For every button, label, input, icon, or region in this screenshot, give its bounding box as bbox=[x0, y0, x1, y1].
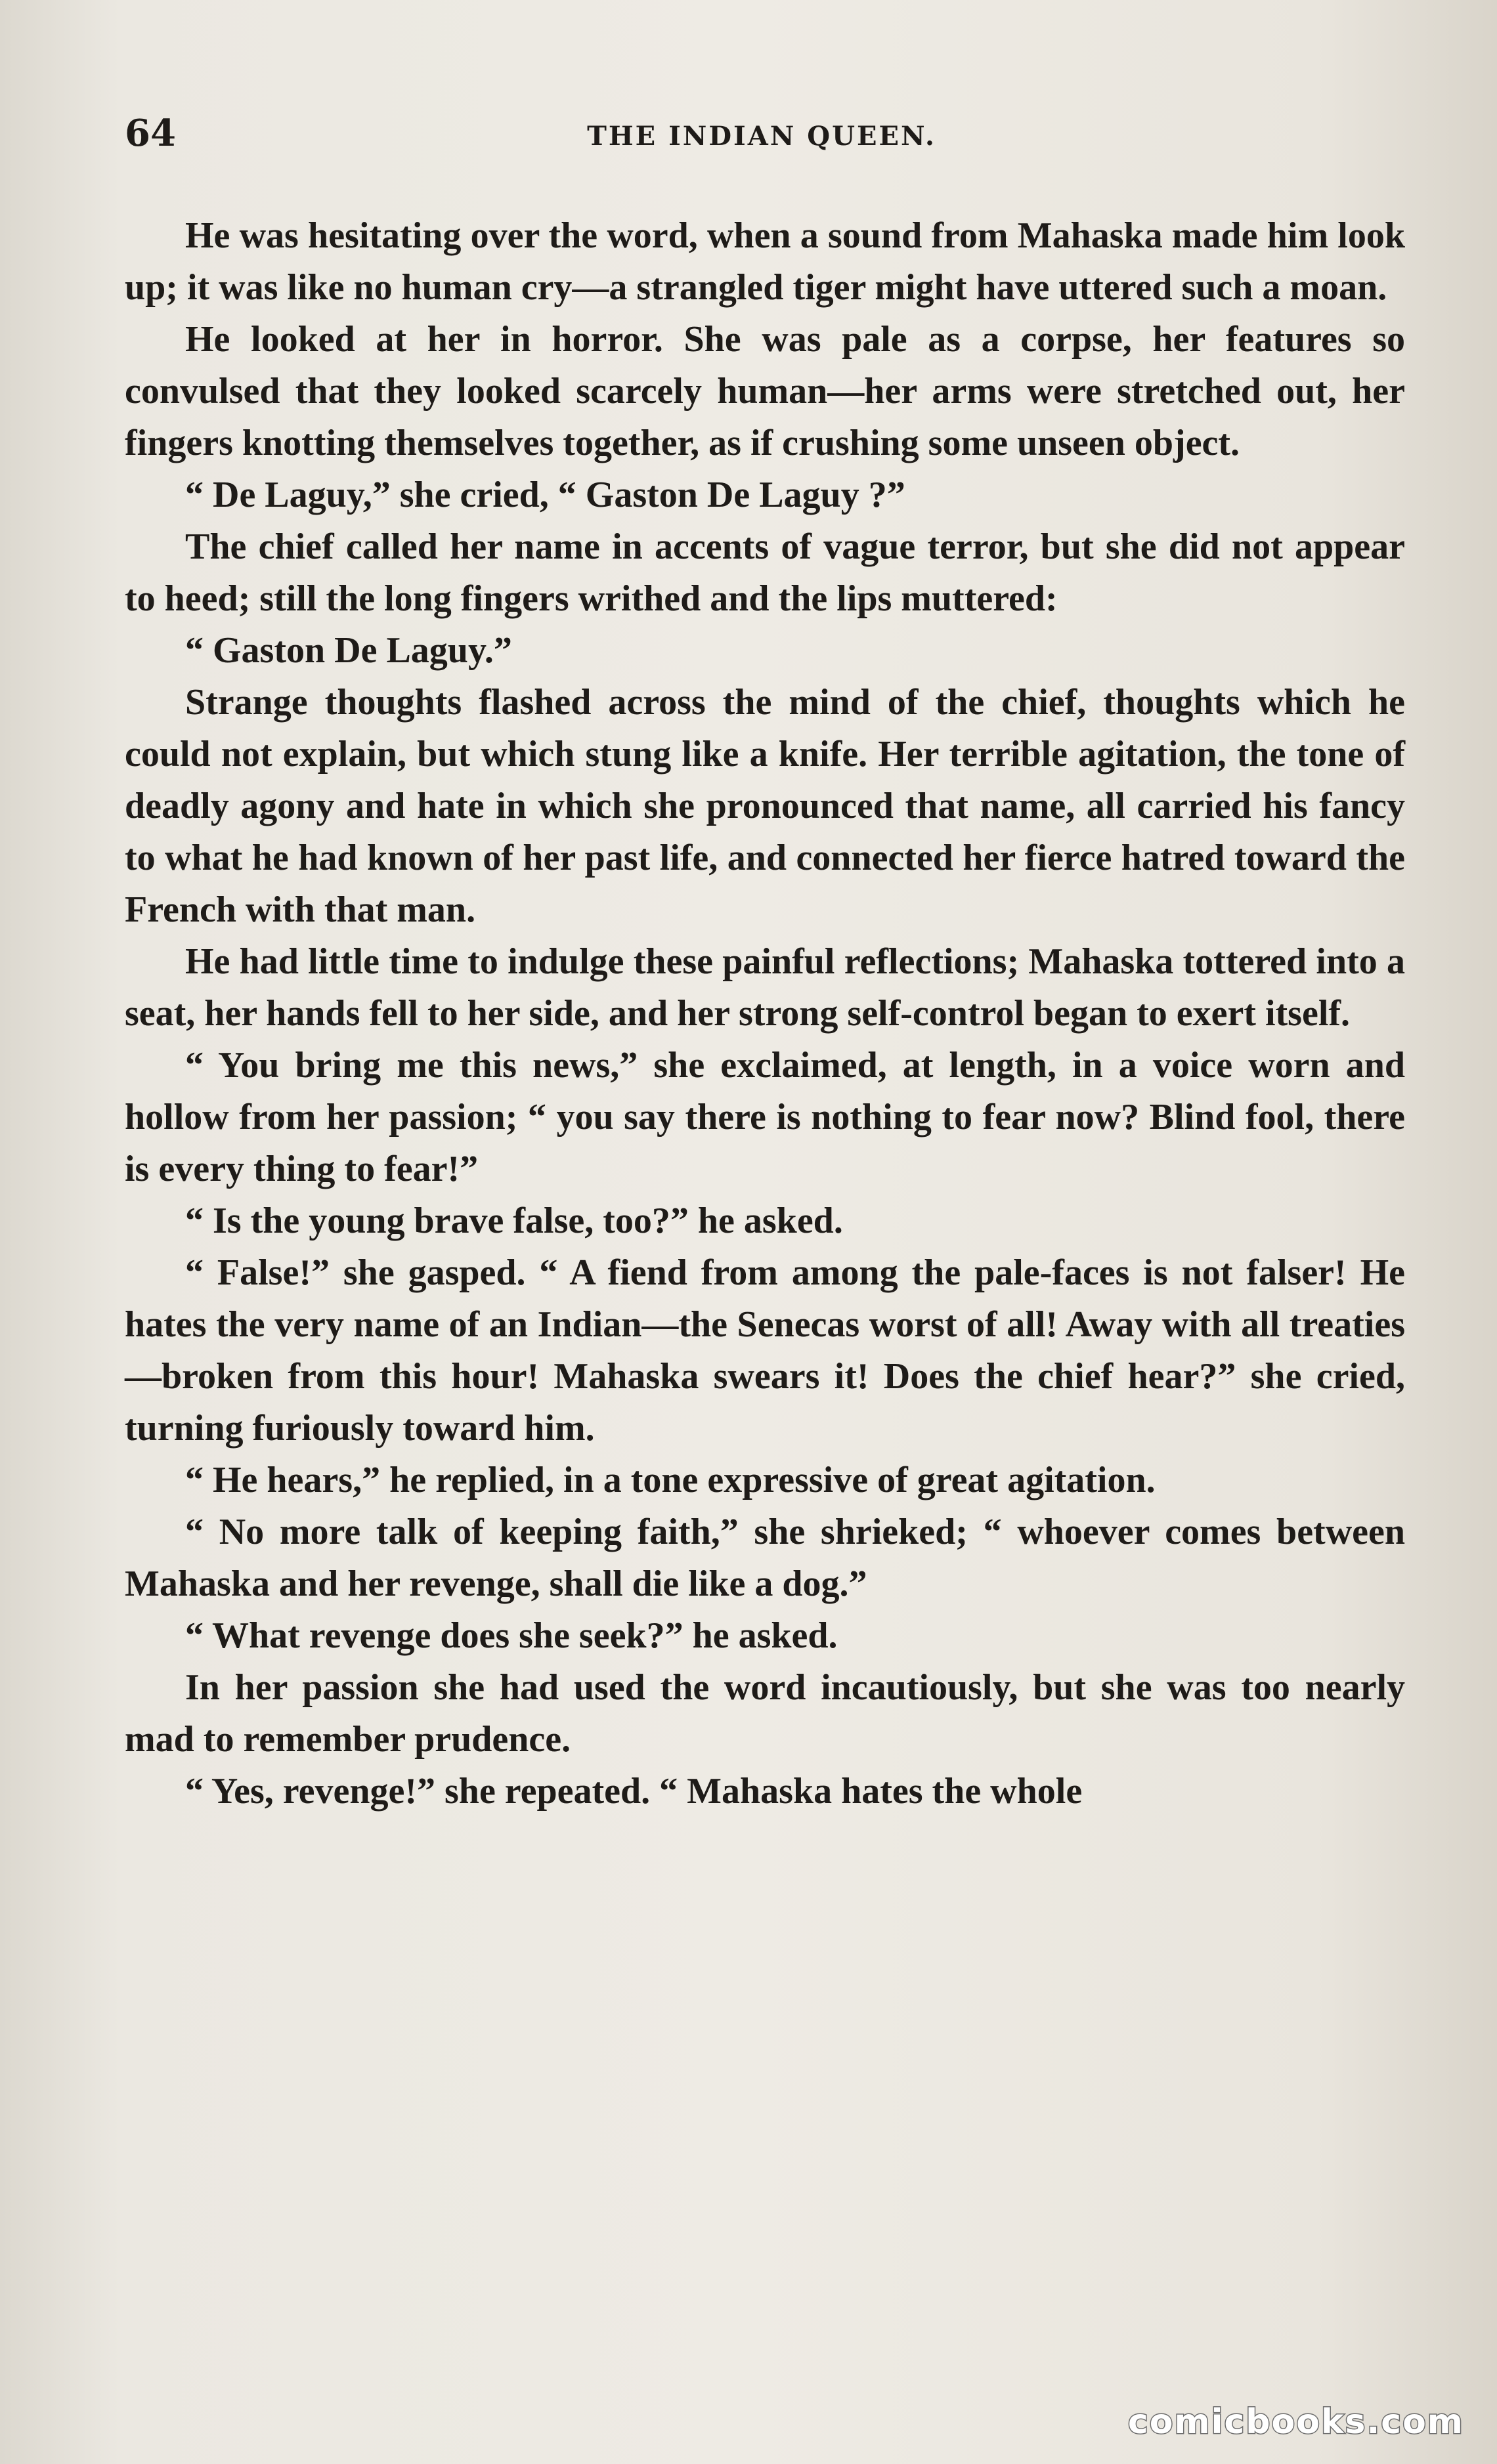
watermark: comicbooks.com bbox=[1127, 2402, 1464, 2442]
paragraph: “ False!” she gasped. “ A fiend from among the pale-faces is not falser! He hates the very name of an Indian—the Senecas worst of all! Away with all treaties—broken from this hour! Mahaska swears it! Does the chief hear?” she cried, turning furiously toward him. bbox=[125, 1252, 1405, 1449]
paragraph: “ You bring me this news,” she exclaimed, at length, in a voice worn and hollow from her passion; “ you say there is nothing to fear now? Blind fool, there is every thing to fear!” bbox=[125, 1045, 1405, 1189]
paragraph: “ Is the young brave false, too?” he asked. bbox=[185, 1200, 843, 1241]
paragraph: He looked at her in horror. She was pale as a corpse, her features so convulsed that they looked scarcely human—her arms were stretched out, her fingers knotting themselves together, as if crushing some unseen object. bbox=[125, 319, 1405, 463]
paragraph: “ He hears,” he replied, in a tone expressive of great agitation. bbox=[185, 1460, 1156, 1500]
paragraph: Strange thoughts flashed across the mind of the chief, thoughts which he could not explain, but which stung like a knife. Her terrible agitation, the tone of deadly agony and hate in which she pronounced that name, all carried his fancy to what he had known of her past life, and connected her fierce hatred toward the French with that man. bbox=[125, 682, 1405, 930]
paragraph: “ De Laguy,” she cried, “ Gaston De Laguy ?” bbox=[185, 475, 905, 515]
page-number: 64 bbox=[125, 112, 176, 155]
paragraph: In her passion she had used the word incautiously, but she was too nearly mad to remember prudence. bbox=[125, 1667, 1405, 1760]
paragraph: The chief called her name in accents of vague terror, but she did not appear to heed; still the long fingers writhed and the lips muttered: bbox=[125, 526, 1405, 619]
paragraph: He had little time to indulge these painful reflections; Mahaska tottered into a seat, her hands fell to her side, and her strong self-control began to exert itself. bbox=[125, 941, 1405, 1034]
body-text bbox=[125, 210, 1405, 1817]
paragraph: “ Yes, revenge!” she repeated. “ Mahaska hates the whole bbox=[185, 1771, 1083, 1812]
running-title: THE INDIAN QUEEN. bbox=[587, 121, 936, 152]
paragraph: “ Gaston De Laguy.” bbox=[185, 630, 512, 671]
paragraph: “ What revenge does she seek?” he asked. bbox=[185, 1615, 838, 1656]
paragraph: “ No more talk of keeping faith,” she shrieked; “ whoever comes between Mahaska and her revenge, shall die like a dog.” bbox=[125, 1512, 1405, 1604]
page-header bbox=[125, 112, 1399, 171]
paragraph: He was hesitating over the word, when a sound from Mahaska made him look up; it was like no human cry—a strangled tiger might have uttered such a moan. bbox=[125, 215, 1405, 308]
